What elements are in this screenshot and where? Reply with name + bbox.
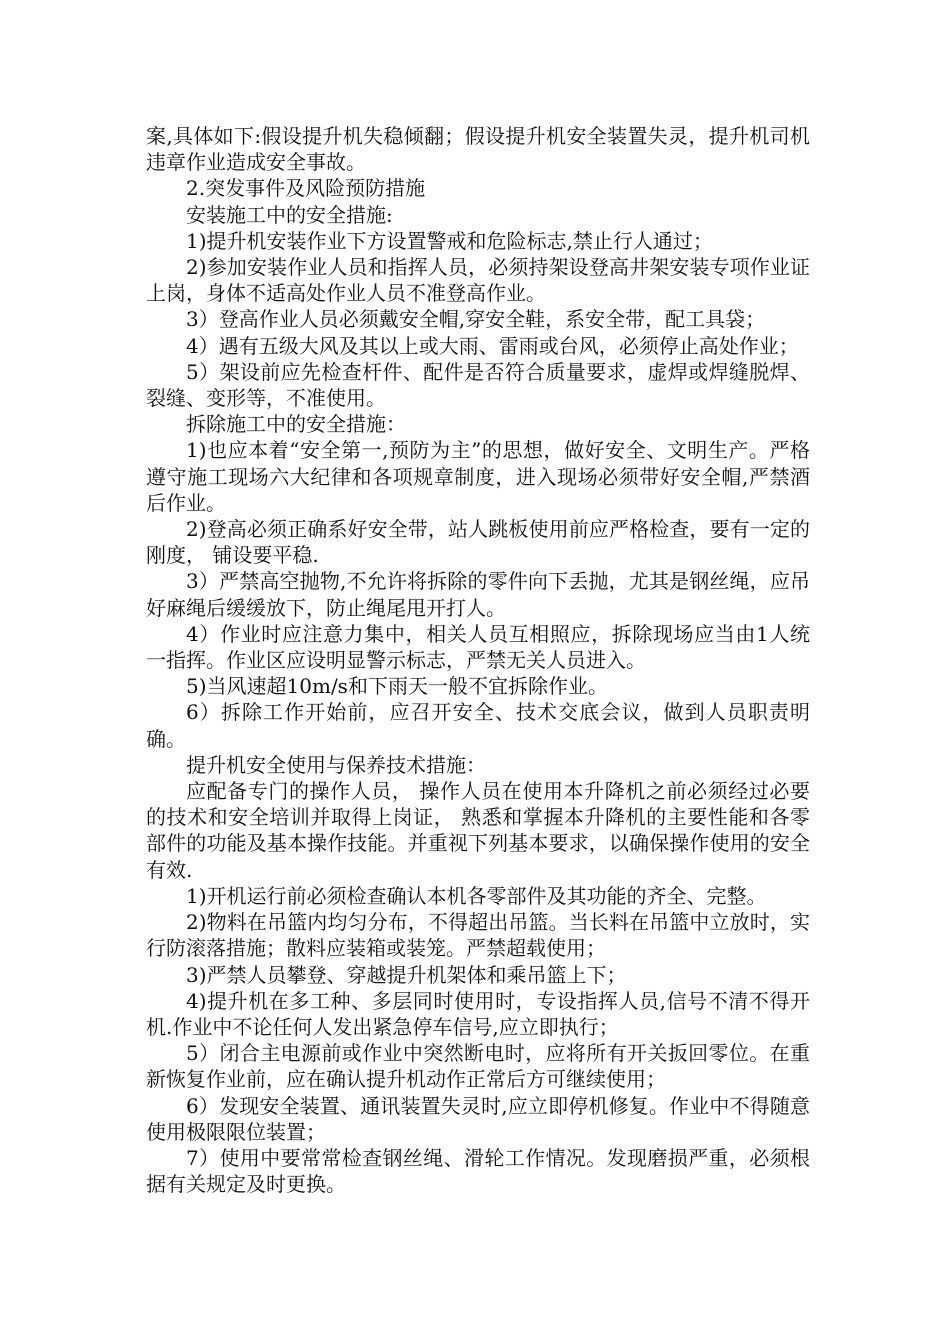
usage-item-2: 2)物料在吊篮内均匀分布，不得超出吊篮。当长料在吊篮中立放时，实行防滚落措施；散料应装箱或装笼。严禁超载使用；	[146, 910, 810, 961]
subheading-dismantling-safety: 拆除施工中的安全措施：	[186, 412, 406, 437]
usage-item-7: 7）使用中要常常检查钢丝绳、滑轮工作情况。发现磨损严重，必须根据有关规定及时更换。	[146, 1145, 810, 1197]
document-body	[146, 123, 810, 1197]
dismantle-item-2: 2)登高必须正确系好安全带，站人跳板使用前应严格检查，要有一定的刚度， 铺设要平稳.	[146, 517, 810, 568]
dismantle-item-3: 3）严禁高空抛物,不允许将拆除的零件向下丢抛，尤其是钢丝绳，应吊好麻绳后缓缓放下，防止绳尾甩开打人。	[146, 569, 810, 620]
section-heading-emergency-measures: 2.突发事件及风险预防措施	[186, 176, 426, 201]
usage-item-3: 3)严禁人员攀登、穿越提升机架体和乘吊篮上下；	[186, 962, 627, 987]
install-item-5: 5）架设前应先检查杆件、配件是否符合质量要求，虚焊或焊缝脱焊、裂缝、变形等，不准使用。	[146, 359, 810, 411]
install-item-2: 2)参加安装作业人员和指挥人员，必须持架设登高井架安装专项作业证上岗，身体不适高处作业人员不准登高作业。	[146, 255, 810, 306]
install-item-4: 4）遇有五级大风及其以上或大雨、雷雨或台风，必须停止高处作业；	[186, 333, 799, 358]
usage-intro: 应配备专门的操作人员， 操作人员在使用本升降机之前必须经过必要的技术和安全培训并取得上岗证， 熟悉和掌握本升降机的主要性能和各零部件的功能及基本操作技能。并重视下列基本要求，以确保操作使用的安全有效.	[146, 779, 810, 882]
dismantle-item-1: 1)也应本着“安全第一,预防为主”的思想，做好安全、文明生产。严格遵守施工现场六大纪律和各项规章制度，进入现场必须带好安全帽,严禁酒后作业。	[146, 438, 810, 515]
usage-item-4: 4)提升机在多工种、多层同时使用时，专设指挥人员,信号不清不得开机.作业中不论任何人发出紧急停车信号,应立即执行；	[146, 988, 810, 1039]
usage-item-6: 6）发现安全装置、通讯装置失灵时,应立即停机修复。作业中不得随意使用极限限位装置；	[146, 1093, 810, 1144]
install-item-1: 1)提升机安装作业下方设置警戒和危险标志,禁止行人通过；	[186, 228, 713, 253]
usage-item-5: 5）闭合主电源前或作业中突然断电时，应将所有开关扳回零位。在重新恢复作业前，应在确认提升机动作正常后方可继续使用；	[146, 1041, 810, 1092]
dismantle-item-6: 6）拆除工作开始前，应召开安全、技术交底会议，做到人员职责明确。	[146, 700, 810, 751]
install-item-3: 3）登高作业人员必须戴安全帽,穿安全鞋，系安全带，配工具袋；	[186, 307, 766, 332]
subheading-usage-maintenance: 提升机安全使用与保养技术措施：	[186, 752, 486, 777]
paragraph-continued: 案,具体如下:假设提升机失稳倾翻；假设提升机安全装置失灵，提升机司机违章作业造成安全事故。	[146, 124, 810, 175]
dismantle-item-4: 4）作业时应注意力集中，相关人员互相照应，拆除现场应当由1人统一指挥。作业区应设明显警示标志，严禁无关人员进入。	[146, 621, 810, 673]
subheading-installation-safety: 安装施工中的安全措施:	[186, 202, 393, 227]
dismantle-item-5: 5)当风速超10m/s和下雨天一般不宜拆除作业。	[186, 674, 608, 699]
usage-item-1: 1)开机运行前必须检查确认本机各零部件及其功能的齐全、完整。	[186, 883, 767, 908]
